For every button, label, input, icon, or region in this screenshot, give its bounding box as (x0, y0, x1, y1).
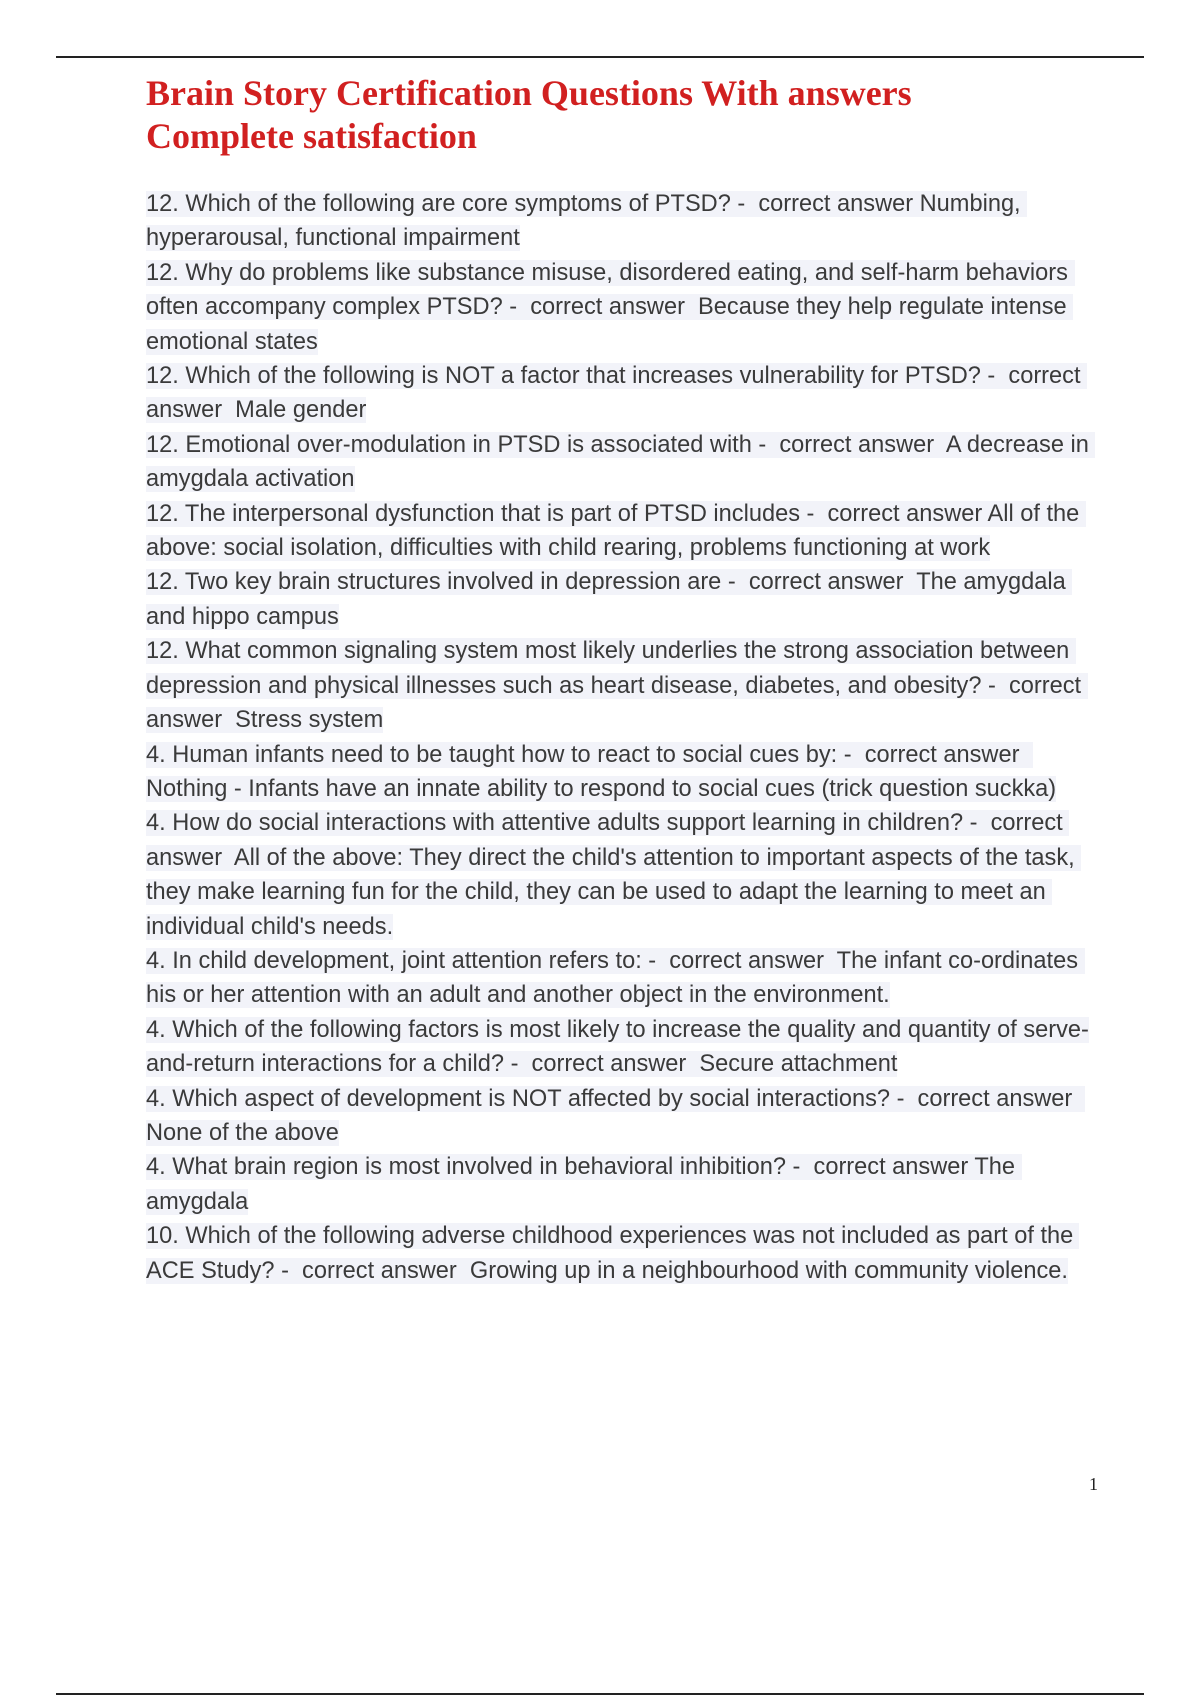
qa-text: 12. The interpersonal dysfunction that is part of PTSD includes - correct answer All of the above: social isolation, difficulties with child rearing, problems functioning at work (146, 500, 1086, 562)
qa-text: 4. Human infants need to be taught how to react to social cues by: - correct answer Nothing - Infants have an innate ability to respond to social cues (trick question suckka) (146, 741, 1057, 802)
footer-rule (56, 1693, 1144, 1695)
qa-text: 4. What brain region is most involved in behavioral inhibition? - correct answer The amygdala (146, 1154, 1022, 1215)
question-answer-list (146, 187, 1096, 1288)
qa-item (146, 256, 1096, 359)
qa-item (146, 1082, 1096, 1151)
qa-text: 4. Which of the following factors is most likely to increase the quality and quantity of serve-and-return interactions for a child? - correct answer Secure attachment (146, 1016, 1089, 1078)
qa-item (146, 1150, 1096, 1219)
qa-text: 4. Which aspect of development is NOT affected by social interactions? - correct answer None of the above (146, 1085, 1086, 1146)
qa-text: 12. Two key brain structures involved in depression are - correct answer The amygdala and hippo campus (146, 569, 1073, 630)
qa-item (146, 806, 1096, 944)
qa-text: 10. Which of the following adverse childhood experiences was not included as part of the ACE Study? - correct answer Growing up in a neighbourhood with community violence. (146, 1223, 1079, 1284)
qa-item (146, 944, 1096, 1013)
qa-text: 12. Emotional over-modulation in PTSD is associated with - correct answer A decrease in amygdala activation (146, 431, 1096, 493)
qa-item (146, 497, 1096, 566)
qa-text: 12. Which of the following are core symptoms of PTSD? - correct answer Numbing, hyperarousal, functional impairment (146, 191, 1028, 252)
qa-item (146, 738, 1096, 807)
qa-item (146, 428, 1096, 497)
qa-item (146, 1219, 1096, 1288)
qa-text: 12. Why do problems like substance misuse, disordered eating, and self-harm behaviors often accompany complex PTSD? - correct answer Because they help regulate intense emotional states (146, 259, 1075, 355)
qa-item (146, 565, 1096, 634)
qa-item (146, 634, 1096, 737)
qa-item (146, 359, 1096, 428)
document-title (146, 72, 1106, 158)
qa-text: 12. What common signaling system most likely underlies the strong association between depression and physical illnesses such as heart disease, diabetes, and obesity? - correct answer Stress system (146, 638, 1088, 734)
qa-text: 4. In child development, joint attention refers to: - correct answer The infant co-ordinates his or her attention with an adult and another object in the environment. (146, 947, 1085, 1009)
header-rule (56, 56, 1144, 58)
qa-text: 12. Which of the following is NOT a factor that increases vulnerability for PTSD? - correct answer Male gender (146, 363, 1088, 424)
qa-item (146, 187, 1096, 256)
title-line-1: Brain Story Certification Questions With answers (146, 73, 912, 113)
page-number: 1 (1089, 1474, 1098, 1494)
title-line-2: Complete satisfaction (146, 116, 477, 156)
qa-text: 4. How do social interactions with attentive adults support learning in children? - correct answer All of the above: They direct the child's attention to important aspects of the task, they make learning fun for the child, they can be used to adapt the learning to meet an individual child's needs. (146, 810, 1082, 940)
qa-item (146, 1013, 1096, 1082)
